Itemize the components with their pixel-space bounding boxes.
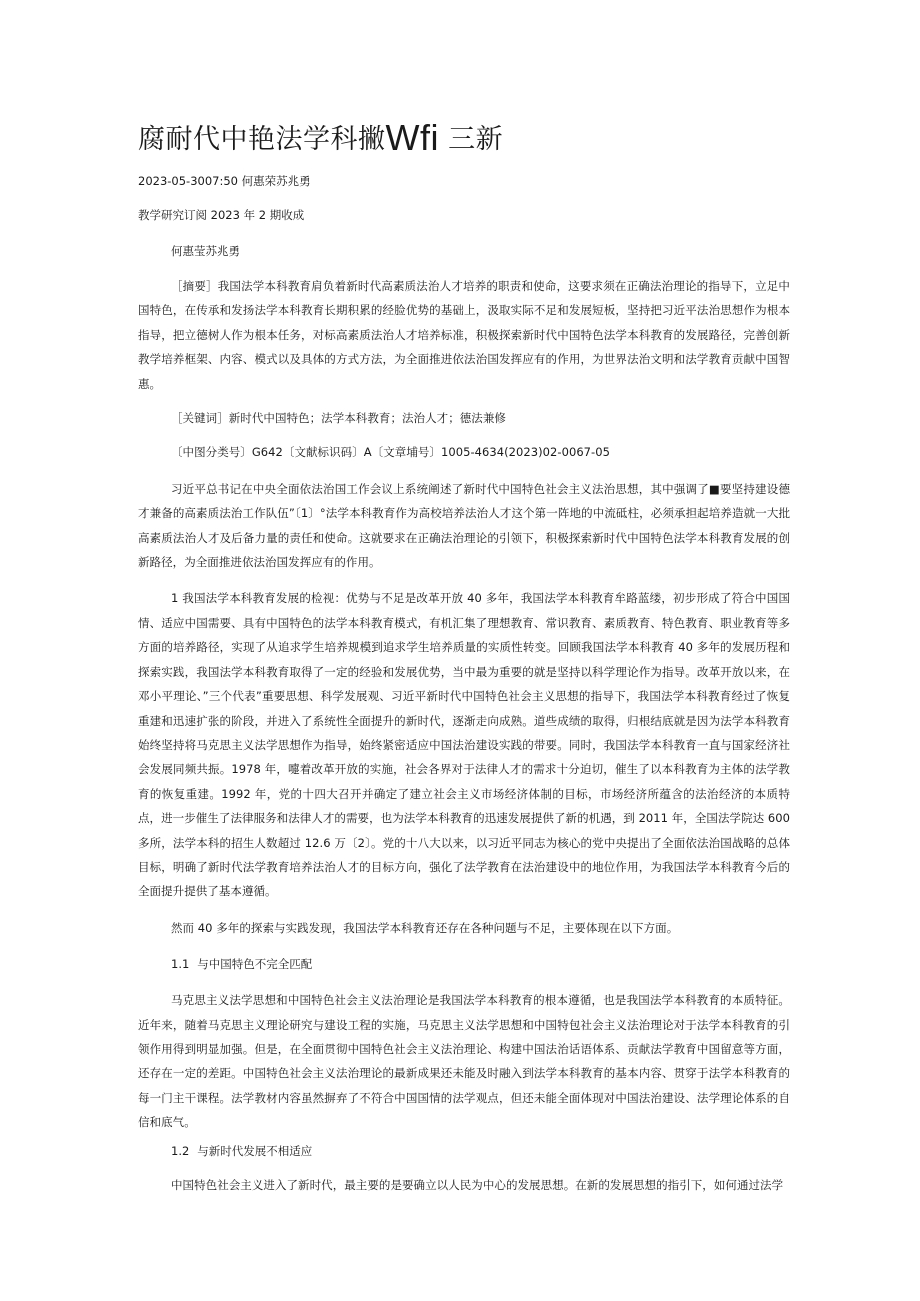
author-names: 何惠莹苏兆勇	[171, 244, 240, 258]
title-text-tail: 三新	[438, 124, 504, 155]
abstract-paragraph: ［摘要］我国法学本科教育肩负着新时代高素质法治人才培养的职责和使命，这要求须在正确法治理论的指导下，立足中国特色，在传承和发扬法学本科教育长期积累的经脸优势的基础上，汲取实际不足和发展短板，坚持把习近平法治思想作为根本指导，把立德树人作为根本任务，对标高素质法治人才培养标准，积极探索新时代中国特色法学本科教育的发展路径，完善创新教学培养框架、内容、模式以及具体的方式方法，为全面推进依法治国发挥应有的作用，为世界法治文明和法学教育贡献中国智惠。	[138, 279, 790, 391]
body-paragraph-section-1-2: 中国特色社会主义进入了新时代，最主要的是要确立以人民为中心的发展思想。在新的发展思想的指引下，如何通过法学	[171, 1177, 784, 1192]
section-heading-1-2	[138, 1139, 790, 1163]
source-line: 教学研究订阅 2023 年 2 期收成	[138, 208, 305, 222]
keywords-paragraph: ［关键词］新时代中国特色；法学本科教育；法治人才；德法兼修	[171, 411, 506, 426]
section-heading-text: 与中国特色不完全匹配	[197, 957, 313, 972]
classification-line: 〔中图分类号〕G642〔文献标识码〕A〔文章埔号〕1005-4634(2023)02-0067-05	[171, 445, 610, 460]
article-title	[138, 0, 790, 160]
body-paragraph-intro: 习近平总书记在中央全面依法治国工作会议上系统阐述了新时代中国特色社会主义法治思想，其中强调了■要坚持建设德才兼备的高素质法治工作队伍”〔1〕°法学本科教育作为高校培养法治人才这个第一阵地的中流砥柱，必须承担起培养造就一大批高素质法治人才及后备力量的责任和使命。这就要求在正确法治理论的引领下，积极探索新时代中国特色法学本科教育发展的创新路径，为全面推进依法治国发挥应有的作用。	[138, 481, 790, 570]
body-paragraph-section-1: 1 我国法学本科教育发展的检视：优势与不足是改革开放 40 多年，我国法学本科教育牟路蓝缕，初步形成了符合中国国情、适应中国需要、具有中国特色的法学本科教育模式，有机汇集了理想教育、常识教育、素质教育、特色教育、职业教育等多方面的培养路径，实现了从追求学生培养规模到追求学生培养质量的实质性转变。回顾我国法学本科教育 40 多年的发展历程和探索实践，我国法学本科教育取得了一定的经验和发展优势，当中最为重要的就是坚持以科学理论作为指导。改革开放以来，在邓小平理论、”三个代表”重要思想、科学发展观、习近平新时代中国特色社会主义思想的指导下，我国法学本科教育经过了恢复重建和迅速扩张的阶段，并进入了系统性全面提升的新时代，逐渐走向成熟。道些成绩的取得，归根结底就是因为法学本科教育始终坚持将马克思主义法学思想作为指导，始终紧密适应中国法治建设实践的带要。同时，我国法学本科教育一直与国家经济社会发展同频共振。1978 年，嚏着改革开放的实施，社会各界对于法律人才的需求十分迫切，催生了以本科教育为主体的法学教育的恢复重建。1992 年，党的十四大召开并确定了建立社会主义市场经济体制的目标，市场经济所蕴含的法治经济的本质特点，进一步催生了法律服务和法律人才的需要，也为法学本科教育的迅速发展提供了新的机遇，到 2011 年，全国法学院达 600 多所，法学本科的招生人数超过 12.6 万〔2〕。党的十八大以来，以习近平同志为核心的党中央提出了全面依法治国战略的总体目标，明确了新时代法学教育培养法治人才的目标方向，强化了法学教育在法治建设中的地位作用，为我国法学本科教育今后的全面提升提供了基本遵循。	[138, 591, 790, 899]
title-text-latin: Wfi	[385, 117, 439, 158]
publish-date-line: 2023-05-3007:50 何惠荣苏兆勇	[138, 174, 311, 188]
section-number: 1.2	[171, 1143, 190, 1158]
section-number: 1.1	[171, 957, 190, 972]
section-heading-1-1	[138, 952, 790, 976]
section-heading-text: 与新时代发展不相适应	[197, 1143, 313, 1158]
body-paragraph-transition: 然而 40 多年的探索与实践发现，我国法学本科教育还存在各种问题与不足，主要体现在以下方面。	[171, 920, 679, 935]
body-paragraph-section-1-1: 马克思主义法学思想和中国特色社会主义法治理论是我国法学本科教育的根本遵循，也是我国法学本科教育的本质特征。近年来，随着马克思主义理论研究与建设工程的实施，马克思主义法学思想和中国特包社会主义法治理论对于法学本科教育的引领作用得到明显加强。但是，在全面贯彻中国特色社会主义法治理论、构建中国法治话语体系、贡献法学教育中国留意等方面，还存在一定的差距。中国特色社会主义法治理论的最新成果还未能及时融入到法学本科教育的基本内容、贯穿于法学本科教育的每一门主干课程。法学教材内容虽然摒弃了不符合中国国情的法学观点，但还未能全面体现对中国法治建设、法学理论体系的自信和底气。	[138, 993, 790, 1130]
title-text-cjk: 腐耐代中艳法学科撇	[138, 124, 386, 155]
